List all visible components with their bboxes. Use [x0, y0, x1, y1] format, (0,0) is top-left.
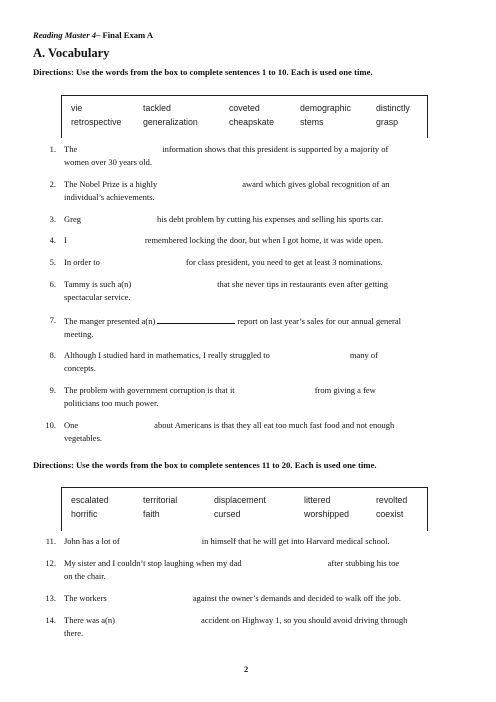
question-text: I [64, 235, 67, 245]
question-text: award which gives global recognition of an [242, 179, 390, 189]
word-box-word: demographic [300, 103, 351, 113]
word-box-word: revolted [376, 495, 408, 505]
question-number: 3. [49, 214, 56, 224]
question-text: on the chair. [64, 571, 106, 581]
question-number: 1. [49, 144, 56, 154]
question-text: The manger presented a(n) [64, 316, 156, 326]
word-box-word: coexist [376, 509, 404, 519]
question-number: 10. [45, 420, 56, 430]
word-box-word: worshipped [304, 509, 349, 519]
question-text: One [64, 420, 79, 430]
question-text: for class president, you need to get at least 3 nominations. [185, 257, 383, 267]
question-text: meeting. [64, 329, 94, 339]
question-text: spectacular service. [64, 292, 131, 302]
question-text: many of [349, 350, 378, 360]
question-text: The [64, 144, 78, 154]
word-box-word: horrific [71, 509, 98, 519]
book-title: Reading Master 4 [33, 30, 97, 40]
question-text: against the owner’s demands and decided to walk off the job. [192, 593, 401, 603]
word-box-1 [61, 95, 428, 138]
word-box-word: displacement [214, 495, 266, 505]
question-number: 2. [49, 179, 56, 189]
answer-blank[interactable] [157, 314, 235, 324]
word-box-word: cursed [214, 509, 241, 519]
question-text: concepts. [64, 363, 96, 373]
question-text: individual’s achievements. [64, 192, 155, 202]
question-number: 9. [49, 385, 56, 395]
word-box-word: littered [304, 495, 331, 505]
question-text: There was a(n) [64, 615, 115, 625]
word-box-word: escalated [71, 495, 109, 505]
question-number: 6. [49, 279, 56, 289]
question-text: The workers [64, 593, 107, 603]
page-number: 2 [244, 664, 249, 674]
question-number: 14. [45, 615, 56, 625]
question-text: vegetables. [64, 433, 102, 443]
question-text: Greg [64, 214, 81, 224]
question-text: that she never tips in restaurants even after getting [217, 279, 389, 289]
word-box-2 [61, 487, 428, 531]
question-text: women over 30 years old. [64, 157, 153, 167]
question-text: The problem with government corruption is that it [64, 385, 235, 395]
question-text: remembered locking the door, but when I got home, it was wide open. [144, 235, 384, 245]
word-box-word: coveted [229, 103, 260, 113]
question-text: in himself that he will get into Harvard medical school. [201, 536, 390, 546]
question-text: about Americans is that they all eat too much fast food and not enough [154, 420, 395, 430]
word-box-word: cheapskate [229, 117, 274, 127]
question-text: accident on Highway 1, so you should avoid driving through [200, 615, 408, 625]
question-number: 8. [49, 350, 56, 360]
word-box-word: tackled [143, 103, 171, 113]
word-box-word: vie [71, 103, 83, 113]
directions-1: Directions: Use the words from the box to complete sentences 1 to 10. Each is used one time. [33, 67, 373, 77]
question-text: politicians too much power. [64, 398, 159, 408]
question-number: 12. [45, 558, 56, 568]
question-text: after stubbing his toe [327, 558, 400, 568]
word-box-word: grasp [376, 117, 399, 127]
question-text: The Nobel Prize is a highly [64, 179, 158, 189]
word-box-word: retrospective [71, 117, 122, 127]
directions-2: Directions: Use the words from the box to complete sentences 11 to 20. Each is used one time. [33, 460, 377, 470]
word-box-word: distinctly [376, 103, 410, 113]
word-box-word: stems [300, 117, 324, 127]
question-text: Tammy is such a(n) [64, 279, 132, 289]
question-number: 11. [45, 536, 56, 546]
question-text: Although I studied hard in mathematics, I really struggled to [64, 350, 270, 360]
question-text: John has a lot of [64, 536, 120, 546]
question-text: his debt problem by cutting his expenses and selling his sports car. [157, 214, 384, 224]
exam-title: – Final Exam A [96, 30, 154, 40]
question-number: 4. [49, 235, 56, 245]
question-text: there. [64, 628, 84, 638]
word-box-word: territorial [143, 495, 178, 505]
question-number: 7. [49, 315, 56, 325]
word-box-word: faith [143, 509, 160, 519]
question-text: In order to [64, 257, 100, 267]
page-header [33, 30, 153, 40]
word-box-word: generalization [143, 117, 198, 127]
question-number: 5. [49, 257, 56, 267]
question-text: from giving a few [314, 385, 376, 395]
section-title: A. Vocabulary [33, 46, 110, 60]
question-text: report on last year’s sales for our annual general [237, 316, 401, 326]
question-number: 13. [45, 593, 56, 603]
question-text: My sister and I couldn’t stop laughing when my dad [64, 558, 242, 568]
question-text: information shows that this president is supported by a majority of [162, 144, 389, 154]
